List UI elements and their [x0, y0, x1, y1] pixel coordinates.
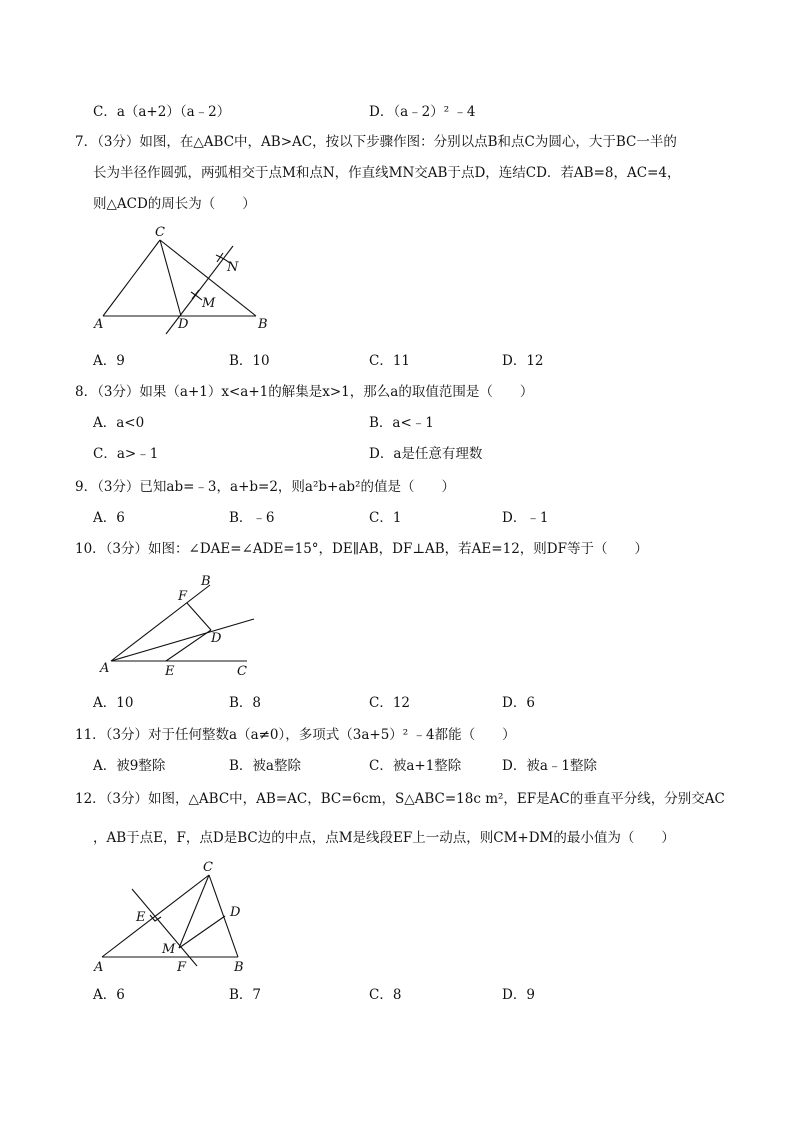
q10-stem: 10．（3分）如图：∠DAE=∠ADE=15°，DE∥AB，DF⊥AB，若AE=12，则DF等于（ ）	[75, 541, 648, 557]
q10-label-b: B	[201, 574, 211, 589]
q8-option-a: A．a<0	[93, 415, 145, 431]
q12-label-d: D	[230, 905, 241, 920]
q12-option-d: D．9	[502, 987, 535, 1003]
q10-option-c: C．12	[369, 695, 411, 711]
q8-option-c: C．a>﹣1	[93, 446, 159, 462]
q10-label-f: F	[178, 589, 188, 604]
q8-option-d: D．a是任意有理数	[369, 446, 483, 462]
q12-stem-line2: ，AB于点E，F，点D是BC边的中点，点M是线段EF上一动点，则CM+DM的最小值为（ ）	[93, 830, 675, 846]
q12-label-a: A	[94, 960, 104, 975]
q10-label-d: D	[211, 631, 222, 646]
q7-label-a: A	[94, 317, 104, 332]
q12-label-b: B	[234, 960, 244, 975]
q7-stem-line3: 则△ACD的周长为（ ）	[93, 196, 256, 212]
q7-option-a: A．9	[93, 353, 125, 369]
q7-label-d: D	[178, 317, 189, 332]
q10-option-d: D．6	[502, 695, 535, 711]
q9-stem: 9．（3分）已知ab=﹣3，a+b=2，则a²b+ab²的值是（ ）	[75, 479, 455, 495]
q10-option-b: B．8	[229, 695, 262, 711]
q11-option-a: A．被9整除	[93, 758, 166, 774]
q11-option-c: C．被a+1整除	[369, 758, 462, 774]
q6-option-c: C．a（a+2）（a﹣2）	[93, 104, 231, 120]
q12-option-b: B．7	[229, 987, 262, 1003]
q7-option-c: C．11	[369, 353, 411, 369]
q12-label-f: F	[177, 960, 187, 975]
q9-option-a: A．6	[93, 510, 125, 526]
q7-stem-line2: 长为半径作圆弧，两弧相交于点M和点N，作直线MN交AB于点D，连结CD．若AB=8，AC=4，	[93, 165, 681, 181]
q12-label-e: E	[136, 910, 146, 925]
q8-stem: 8．（3分）如果（a+1）x<a+1的解集是x>1，那么a的取值范围是（ ）	[75, 384, 534, 400]
q8-option-b: B．a<﹣1	[369, 415, 434, 431]
q9-option-c: C．1	[369, 510, 402, 526]
q10-label-a: A	[100, 661, 110, 676]
q6-option-d: D．（a﹣2）² ﹣4	[369, 104, 476, 120]
q7-label-b: B	[258, 317, 268, 332]
q12-option-a: A．6	[93, 987, 125, 1003]
q11-option-b: B．被a整除	[229, 758, 301, 774]
q7-label-c: C	[155, 225, 165, 240]
q9-option-d: D．﹣1	[502, 510, 549, 526]
q7-option-b: B．10	[229, 353, 270, 369]
q7-stem-line1: 7．（3分）如图，在△ABC中，AB>AC，按以下步骤作图：分别以点B和点C为圆心，大于BC一半的	[75, 134, 677, 150]
q9-option-b: B．﹣6	[229, 510, 275, 526]
q12-label-c: C	[203, 860, 213, 875]
q7-label-n: N	[227, 260, 239, 275]
q12-option-c: C．8	[369, 987, 402, 1003]
q12-label-m: M	[162, 942, 176, 957]
q11-stem: 11．（3分）对于任何整数a（a≠0），多项式（3a+5）² ﹣4都能（ ）	[75, 727, 516, 743]
q10-label-c: C	[237, 664, 247, 679]
q12-stem-line1: 12．（3分）如图，△ABC中，AB=AC，BC=6cm，S△ABC=18c m²，EF是AC的垂直平分线，分别交AC	[75, 791, 725, 807]
q10-option-a: A．10	[93, 695, 134, 711]
q7-label-m: M	[202, 296, 216, 311]
q7-option-d: D．12	[502, 353, 544, 369]
q11-option-d: D．被a﹣1整除	[502, 758, 597, 774]
q10-label-e: E	[165, 664, 175, 679]
